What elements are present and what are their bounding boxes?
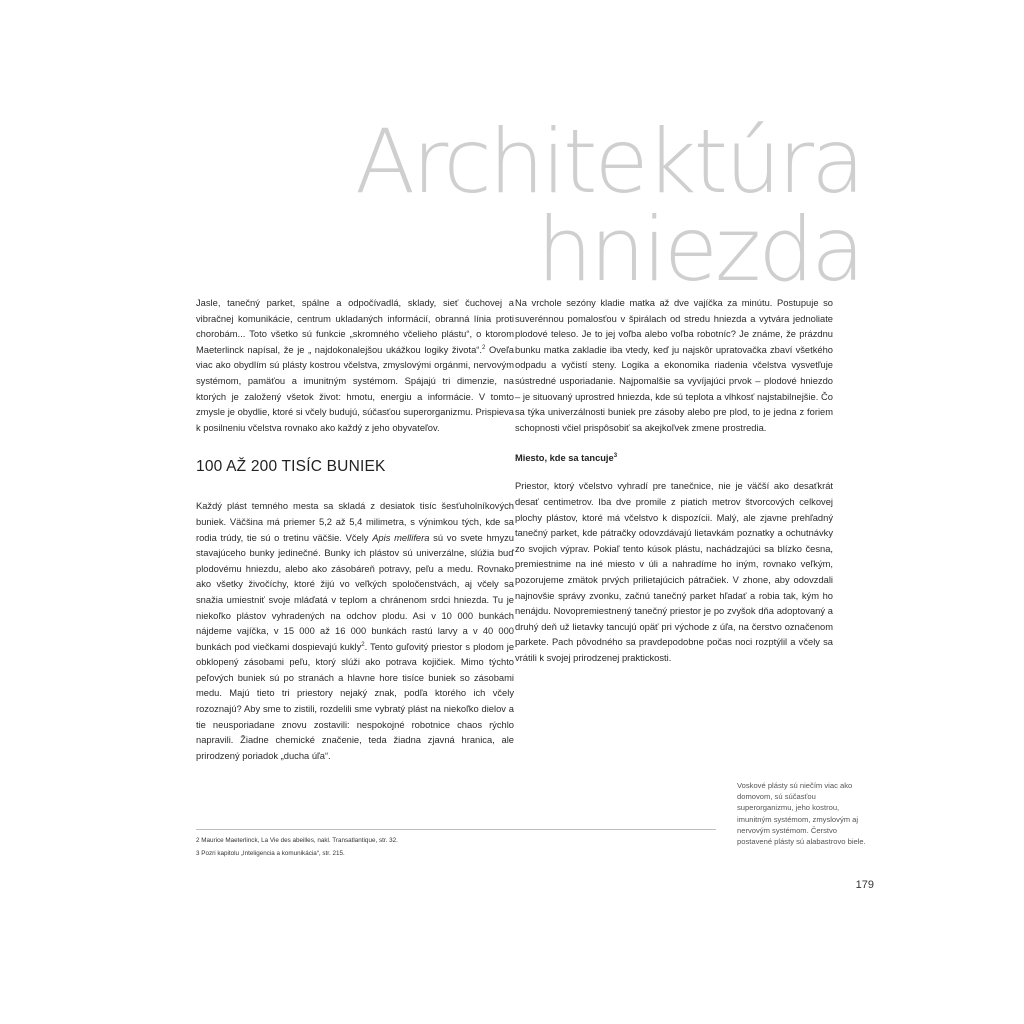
cells-paragraph <box>196 499 514 764</box>
dance-paragraph: Priestor, ktorý včelstvo vyhradí pre tanečnice, nie je väčší ako desaťkrát desať centimetrov. Iba dve promile z piatich metrov štvorcových celkovej plochy plástov, ktoré má včelstvo k dispozícii. Malý, ale zjavne prehľadný tanečný parket, kde pátračky odovzdávajú lietavkám poznatky a ochutnávky zo svojich výprav. Pokiaľ tento kúsok plástu, nachádzajúci sa blízko česna, premiestnime na iné miesto v úli a nahradíme ho iným, rovnako veľkým, pozorujeme zmätok prvých prilietajúcich pátračiek. V zhone, aby odovzdali najnovšie správy zvonku, začnú tanečný parket hľadať a robia tak, kým ho nenájdu. Novopremiestnený tanečný priestor je po zvyšok dňa adoptovaný a druhý deň už lietavky tancujú opäť pri východe z úľa, na čerstvo označenom parkete. Pach pôvodného sa pravdepodobne počas noci rozptýlil a včely sa vrátili k svojej prirodzenej praktickosti. <box>515 481 833 663</box>
right-column <box>515 296 833 666</box>
chapter-title-line-1: Architektúra <box>354 110 862 213</box>
cells-text-a: Každý plást temného mesta sa skladá z desiatok tisíc šesťuholníkových buniek. Väčšina má priemer 5,2 až 5,4 milimetra, s výnimkou tých, kde sa rodia trúdy, tie sú o tretinu väčšie. Včely <box>196 501 514 543</box>
left-column <box>196 296 514 764</box>
chapter-title <box>354 110 862 301</box>
chapter-title-line-2: hniezda <box>536 198 862 301</box>
dance-subheading <box>515 453 833 463</box>
footnote-3: 3 Pozri kapitolu „Inteligencia a komunikácia“, str. 215. <box>196 850 345 857</box>
footnote-ref-3: 3 <box>613 453 618 460</box>
species-name: Apis mellifera <box>372 532 430 543</box>
image-caption: Voskové plásty sú niečím viac ako domovom, sú súčasťou superorganizmu, jeho kostrou, imunitným systémom, zmyslovým aj nervovým systémom. Čerstvo postavené plásty sú alabastrovo biele. <box>737 781 866 847</box>
footnote-ref-2: 2 <box>481 344 486 351</box>
footnote-2: 2 Maurice Maeterlinck, La Vie des abeilles, nakl. Transatlantique, str. 32. <box>196 837 398 844</box>
cells-text-c: . Tento guľovitý priestor s plodom je obklopený zásobami peľu, ktorý slúži ako potrava kojičiek. Mimo týchto peľových buniek sú po stranách a hlavne hore tisíce buniek so zásobami medu. Majú tieto tri priestory nejaký znak, podľa ktorého ich včely rozoznajú? Aby sme to zistili, rozdelili sme vybratý plást na niekoľko dielov a tie neusporiadane znovu zostavili: nespokojné robotnice chaos rýchlo napravili. Žiadne chemické značenie, teda žiadna zjavná hranica, ale prirodzený poriadok „ducha úľa“. <box>196 641 515 761</box>
footnotes <box>196 834 398 860</box>
queen-paragraph: Na vrchole sezóny kladie matka až dve vajíčka za minútu. Postupuje so suverénnou pomalosťou v špirálach od stredu hniezda a vytvára jednoliate plodové teleso. Je to jej voľba alebo voľba robotníc? Je známe, že prázdnu bunku matka zakladie iba vtedy, keď ju najskôr upratovačka zbaví všetkého odpadu a vyčistí steny. Logika a ekonomika riadenia včelstva vysvetľuje sústredné usporiadanie. Najpomalšie sa vyvíjajúci prvok – plodové hniezdo – je situovaný uprostred hniezda, kde sú teplota a vlhkosť najstabilnejšie. Čo sa týka univerzálnosti buniek pre zásoby alebo pre plod, to je jedna z foriem schopnosti včiel prispôsobiť sa akejkoľvek zmene prostredia. <box>515 298 833 433</box>
intro-text: Jasle, tanečný parket, spálne a odpočívadlá, sklady, sieť čuchovej a vibračnej komunikácie, centrum ukladaných informácií, obranná línia proti chorobám... Toto všetko sú funkcie „skromného včelieho plástu“, o ktorom Maeterlinck napísal, že je „ najdokonalejšou ukážkou logiky života“. <box>196 298 514 355</box>
intro-paragraph <box>196 296 514 436</box>
page-number: 179 <box>855 879 874 891</box>
cells-text-b: sú vo svete hmyzu stavajúceho bunky jedinečné. Bunky ich plástov sú univerzálne, slúžia buď plodovému hniezdu, alebo ako zásobáreň potravy, peľu a medu. Rovnako ako všetky živočíchy, ktoré žijú vo veľkých spoločenstvách, aj včely sa snažia umiestniť svoje mláďatá v teplom a chránenom srdci hniezda. Tu je niekoľko plástov vyhradených na odchov plodu. Asi v 10 000 bunkách nájdeme vajíčka, v 15 000 až 16 000 bunkách rastú larvy a v 40 000 bunkách pod viečkami dospievajú kukly <box>196 532 514 652</box>
section-heading: 100 AŽ 200 TISÍC BUNIEK <box>196 458 386 476</box>
footnote-divider <box>196 829 716 830</box>
footnote-ref-2b: 2 <box>361 641 365 648</box>
intro-text-continued: Oveľa viac ako obydlím sú plásty kostrou včelstva, zmyslovými orgánmi, nervovým systémom, pamäťou a imunitným systémom. Spájajú tri dimenzie, na ktorých je založený všetok život: hmotu, energiu a informácie. V tomto zmysle je obydlie, ktoré si včely budujú, súčasťou superorganizmu. Prispieva k posilneniu včelstva rovnako ako každý z jeho obyvateľov. <box>196 344 514 433</box>
dance-subheading-text: Miesto, kde sa tancuje <box>515 453 614 464</box>
